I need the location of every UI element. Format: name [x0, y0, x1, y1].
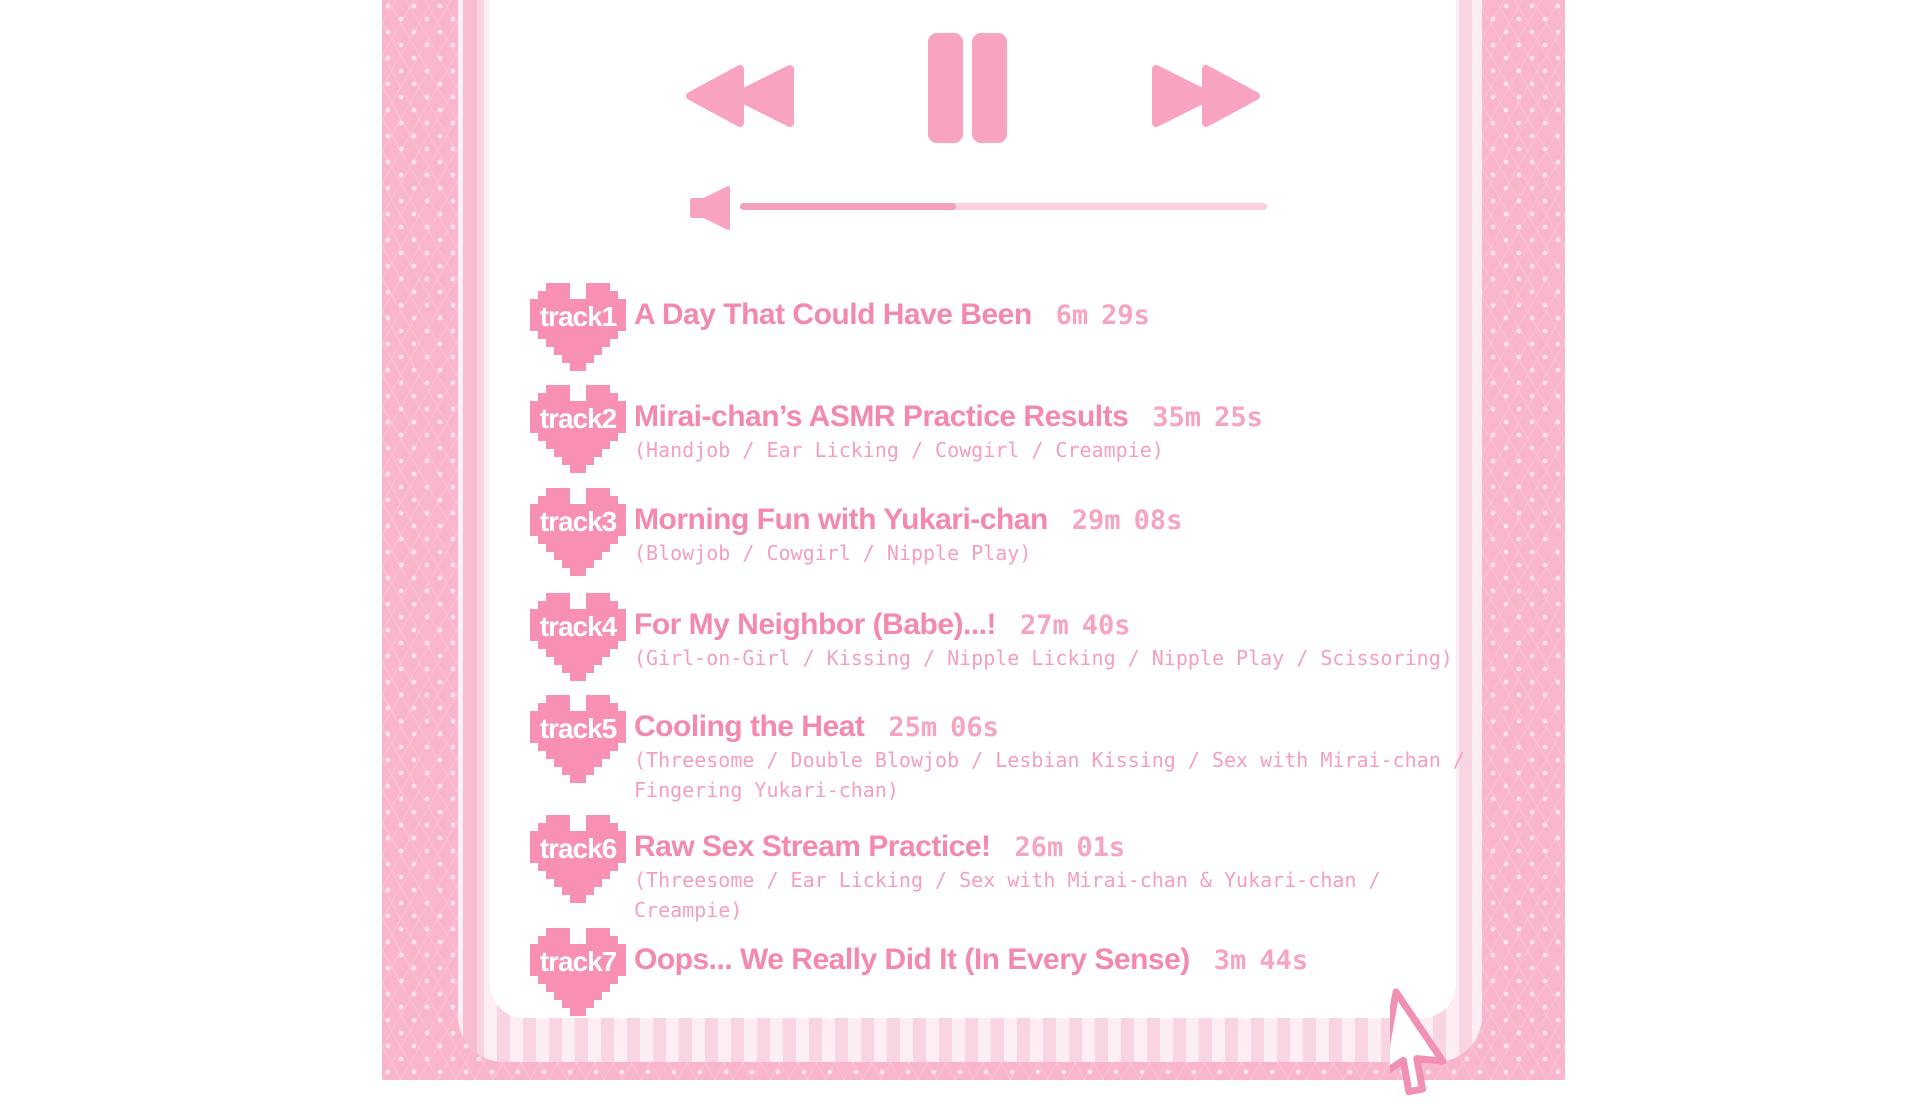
duration-minutes: 35m: [1152, 401, 1202, 433]
duration-minutes: 27m: [1020, 609, 1069, 641]
track-row-3[interactable]: [530, 488, 1480, 568]
duration-minutes: 29m: [1071, 504, 1121, 536]
track-number-label: track5: [539, 713, 617, 744]
duration-seconds: 08s: [1133, 504, 1183, 536]
track-row-1[interactable]: [530, 283, 1480, 333]
track-duration: [1015, 832, 1126, 863]
track-tags: (Threesome / Ear Licking / Sex with Mirai-chan & Yukari-chan / Creampie): [634, 868, 1381, 922]
track-title: Mirai-chan’s ASMR Practice Results: [634, 400, 1129, 433]
pause-icon: [972, 33, 1007, 143]
pixel-heart-icon: [530, 358, 626, 375]
duration-seconds: 40s: [1081, 609, 1131, 641]
volume-slider-fill: [740, 203, 956, 210]
pixel-heart-icon: [530, 460, 626, 477]
track-row-4[interactable]: [530, 593, 1480, 673]
track1-heart-button[interactable]: [530, 283, 626, 371]
track-duration: [888, 712, 999, 743]
volume-slider[interactable]: [740, 203, 1267, 210]
duration-seconds: 25s: [1214, 401, 1263, 433]
track-duration: [1072, 505, 1183, 536]
track-number-label: track6: [539, 833, 617, 864]
duration-minutes: 6m: [1055, 299, 1089, 331]
fast-forward-button[interactable]: [1150, 64, 1262, 128]
pixel-heart-icon: [530, 1003, 626, 1020]
track-tags: (Blowjob / Cowgirl / Nipple Play): [634, 541, 1032, 565]
track-number-label: track4: [539, 611, 617, 642]
track-number-label: track2: [539, 403, 617, 434]
rewind-button[interactable]: [684, 64, 796, 128]
mouse-cursor: [1390, 988, 1480, 1113]
duration-seconds: 29s: [1101, 299, 1150, 331]
duration-minutes: 25m: [888, 711, 938, 743]
track-row-6[interactable]: [530, 815, 1480, 925]
track-title: A Day That Could Have Been: [634, 298, 1032, 331]
track-duration: [1056, 300, 1150, 331]
duration-minutes: 26m: [1014, 831, 1064, 863]
track-tags: (Handjob / Ear Licking / Cowgirl / Creampie): [634, 438, 1164, 462]
track-row-2[interactable]: [530, 385, 1480, 465]
track-row-5[interactable]: [530, 695, 1480, 805]
track-number-label: track7: [539, 946, 617, 977]
track5-heart-button[interactable]: [530, 695, 626, 783]
pixel-heart-icon: [530, 668, 626, 685]
track-duration: [1214, 945, 1308, 976]
pause-icon: [928, 33, 963, 143]
track6-heart-button[interactable]: [530, 815, 626, 903]
track-title: Cooling the Heat: [634, 710, 865, 743]
rewind-icon: [684, 115, 796, 132]
pixel-heart-icon: [530, 890, 626, 907]
track-title: Oops... We Really Did It (In Every Sense): [634, 943, 1190, 976]
pixel-heart-icon: [530, 770, 626, 787]
track-number-label: track3: [539, 506, 617, 537]
duration-minutes: 3m: [1213, 944, 1247, 976]
track-title: Morning Fun with Yukari-chan: [634, 503, 1048, 536]
duration-seconds: 44s: [1259, 944, 1309, 976]
duration-seconds: 06s: [950, 711, 999, 743]
track-row-7[interactable]: [530, 928, 1480, 978]
speaker-icon[interactable]: [688, 186, 732, 230]
track-duration: [1152, 402, 1263, 433]
track-tags: (Girl-on-Girl / Kissing / Nipple Licking / Nipple Play / Scissoring): [634, 646, 1453, 670]
track-number-label: track1: [539, 301, 617, 332]
track7-heart-button[interactable]: [530, 928, 626, 1016]
pause-button[interactable]: [928, 33, 1008, 143]
panel-edge-stripe: [463, 0, 477, 1062]
track4-heart-button[interactable]: [530, 593, 626, 681]
pixel-heart-icon: [530, 563, 626, 580]
track-tags: (Threesome / Double Blowjob / Lesbian Kissing / Sex with Mirai-chan / Fingering Yukari-chan): [634, 748, 1465, 802]
track2-heart-button[interactable]: [530, 385, 626, 473]
track3-heart-button[interactable]: [530, 488, 626, 576]
track-title: Raw Sex Stream Practice!: [634, 830, 991, 863]
track-title: For My Neighbor (Babe)...!: [634, 608, 996, 641]
fast-forward-icon: [1150, 115, 1262, 132]
track-duration: [1020, 610, 1131, 641]
duration-seconds: 01s: [1076, 831, 1126, 863]
